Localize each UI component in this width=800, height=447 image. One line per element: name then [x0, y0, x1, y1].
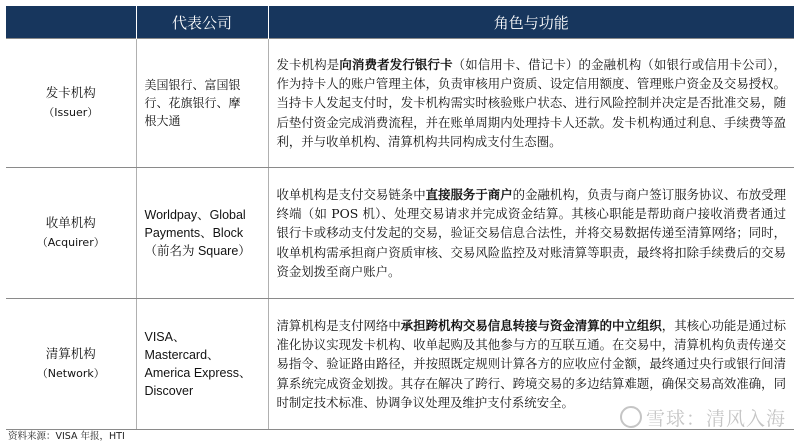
watermark	[620, 404, 786, 431]
xueqiu-logo-icon	[620, 406, 642, 428]
institution-name-en: （Acquirer）	[36, 236, 105, 249]
representative-line: 行、花旗银行、摩	[144, 96, 241, 110]
role-description-prefix: 收单机构是支付交易链条中	[276, 186, 426, 202]
representative-cell	[136, 299, 268, 430]
role-description-prefix: 发卡机构是	[276, 56, 340, 72]
table-row-issuer	[6, 39, 794, 168]
role-description-rest: ，其核心功能是通过标准化协议实现发卡机构、收单起购及其他参与方的互联互通。在交易中，清算机构负责传递交易指令、验证路由路径，并按照既定规则计算各方的应收应付金额，最终通过央行或银行间清算系统完成资金划拨。其存在解决了跨行、跨境交易的多边结算难题，确保交易高效准确，同时制定技术标准、协调争议处理及维护支付系统安全。	[276, 317, 787, 410]
watermark-text: 雪球：清风入海	[645, 408, 786, 430]
roles-table	[6, 6, 794, 430]
role-description-prefix: 清算机构是支付网络中	[276, 317, 401, 333]
representative-line: America Express、	[144, 366, 252, 380]
header-representative: 代表公司	[136, 6, 268, 39]
institution-name-en: （Network）	[36, 367, 105, 380]
representative-line: 根大通	[144, 114, 181, 128]
representative-line: Payments、Block	[144, 226, 244, 240]
representative-line: Discover	[144, 384, 194, 398]
institution-name-cell	[6, 168, 136, 299]
role-description-rest: 的金融机构，负责与商户签订服务协议、布放受理终端（如 POS 机）、处理交易请求并完成资金结算。其核心职能是帮助商户接收消费者通过银行卡或移动支付发起的交易，验证交易信息合法性，并将交易数据传递至清算网络；同时，收单机构需承担商户资质审核、交易风险监控及对账清算等职责，最终将扣除手续费后的交易资金划拨至商户账户。	[276, 186, 787, 279]
header-blank-cell	[6, 6, 136, 39]
role-description-highlight: 承担跨机构交易信息转接与资金清算的中立组织	[400, 317, 662, 333]
table-row-acquirer	[6, 168, 794, 299]
institution-name-zh: 发卡机构	[45, 85, 96, 100]
institution-name-cell	[6, 39, 136, 168]
representative-line: VISA、	[144, 330, 186, 344]
representative-line: Worldpay、Global	[144, 208, 246, 222]
representative-cell	[136, 168, 268, 299]
source-note: 资料来源：VISA 年报，HTI	[8, 431, 125, 442]
role-description-highlight: 向消费者发行银行卡	[339, 56, 453, 72]
representative-line: 美国银行、富国银	[144, 78, 241, 92]
role-description-highlight: 直接服务于商户	[425, 186, 513, 202]
institution-name-zh: 收单机构	[45, 215, 96, 230]
role-description-rest: （如信用卡、借记卡）的金融机构（如银行或信用卡公司），作为持卡人的账户管理主体，负责审核用户资质、设定信用额度、管理账户资金及交易授权。当持卡人发起支付时，发卡机构需实时核验账户状态、进行风险控制并决定是否批准交易，随后垫付资金完成消费流程，并在账单周期内处理持卡人还款。发卡机构通过利息、手续费等盈利，并与收单机构、清算机构共同构成支付生态圈。	[276, 56, 787, 149]
role-description-cell	[268, 168, 794, 299]
institution-name-cell	[6, 299, 136, 430]
header-role: 角色与功能	[268, 6, 794, 39]
institution-name-zh: 清算机构	[45, 346, 96, 361]
representative-line: （前名为 Square）	[144, 244, 251, 258]
representative-cell	[136, 39, 268, 168]
representative-line: Mastercard、	[144, 348, 220, 362]
role-description-cell	[268, 39, 794, 168]
institution-name-en: （Issuer）	[43, 106, 99, 119]
table-header-row	[6, 6, 794, 39]
